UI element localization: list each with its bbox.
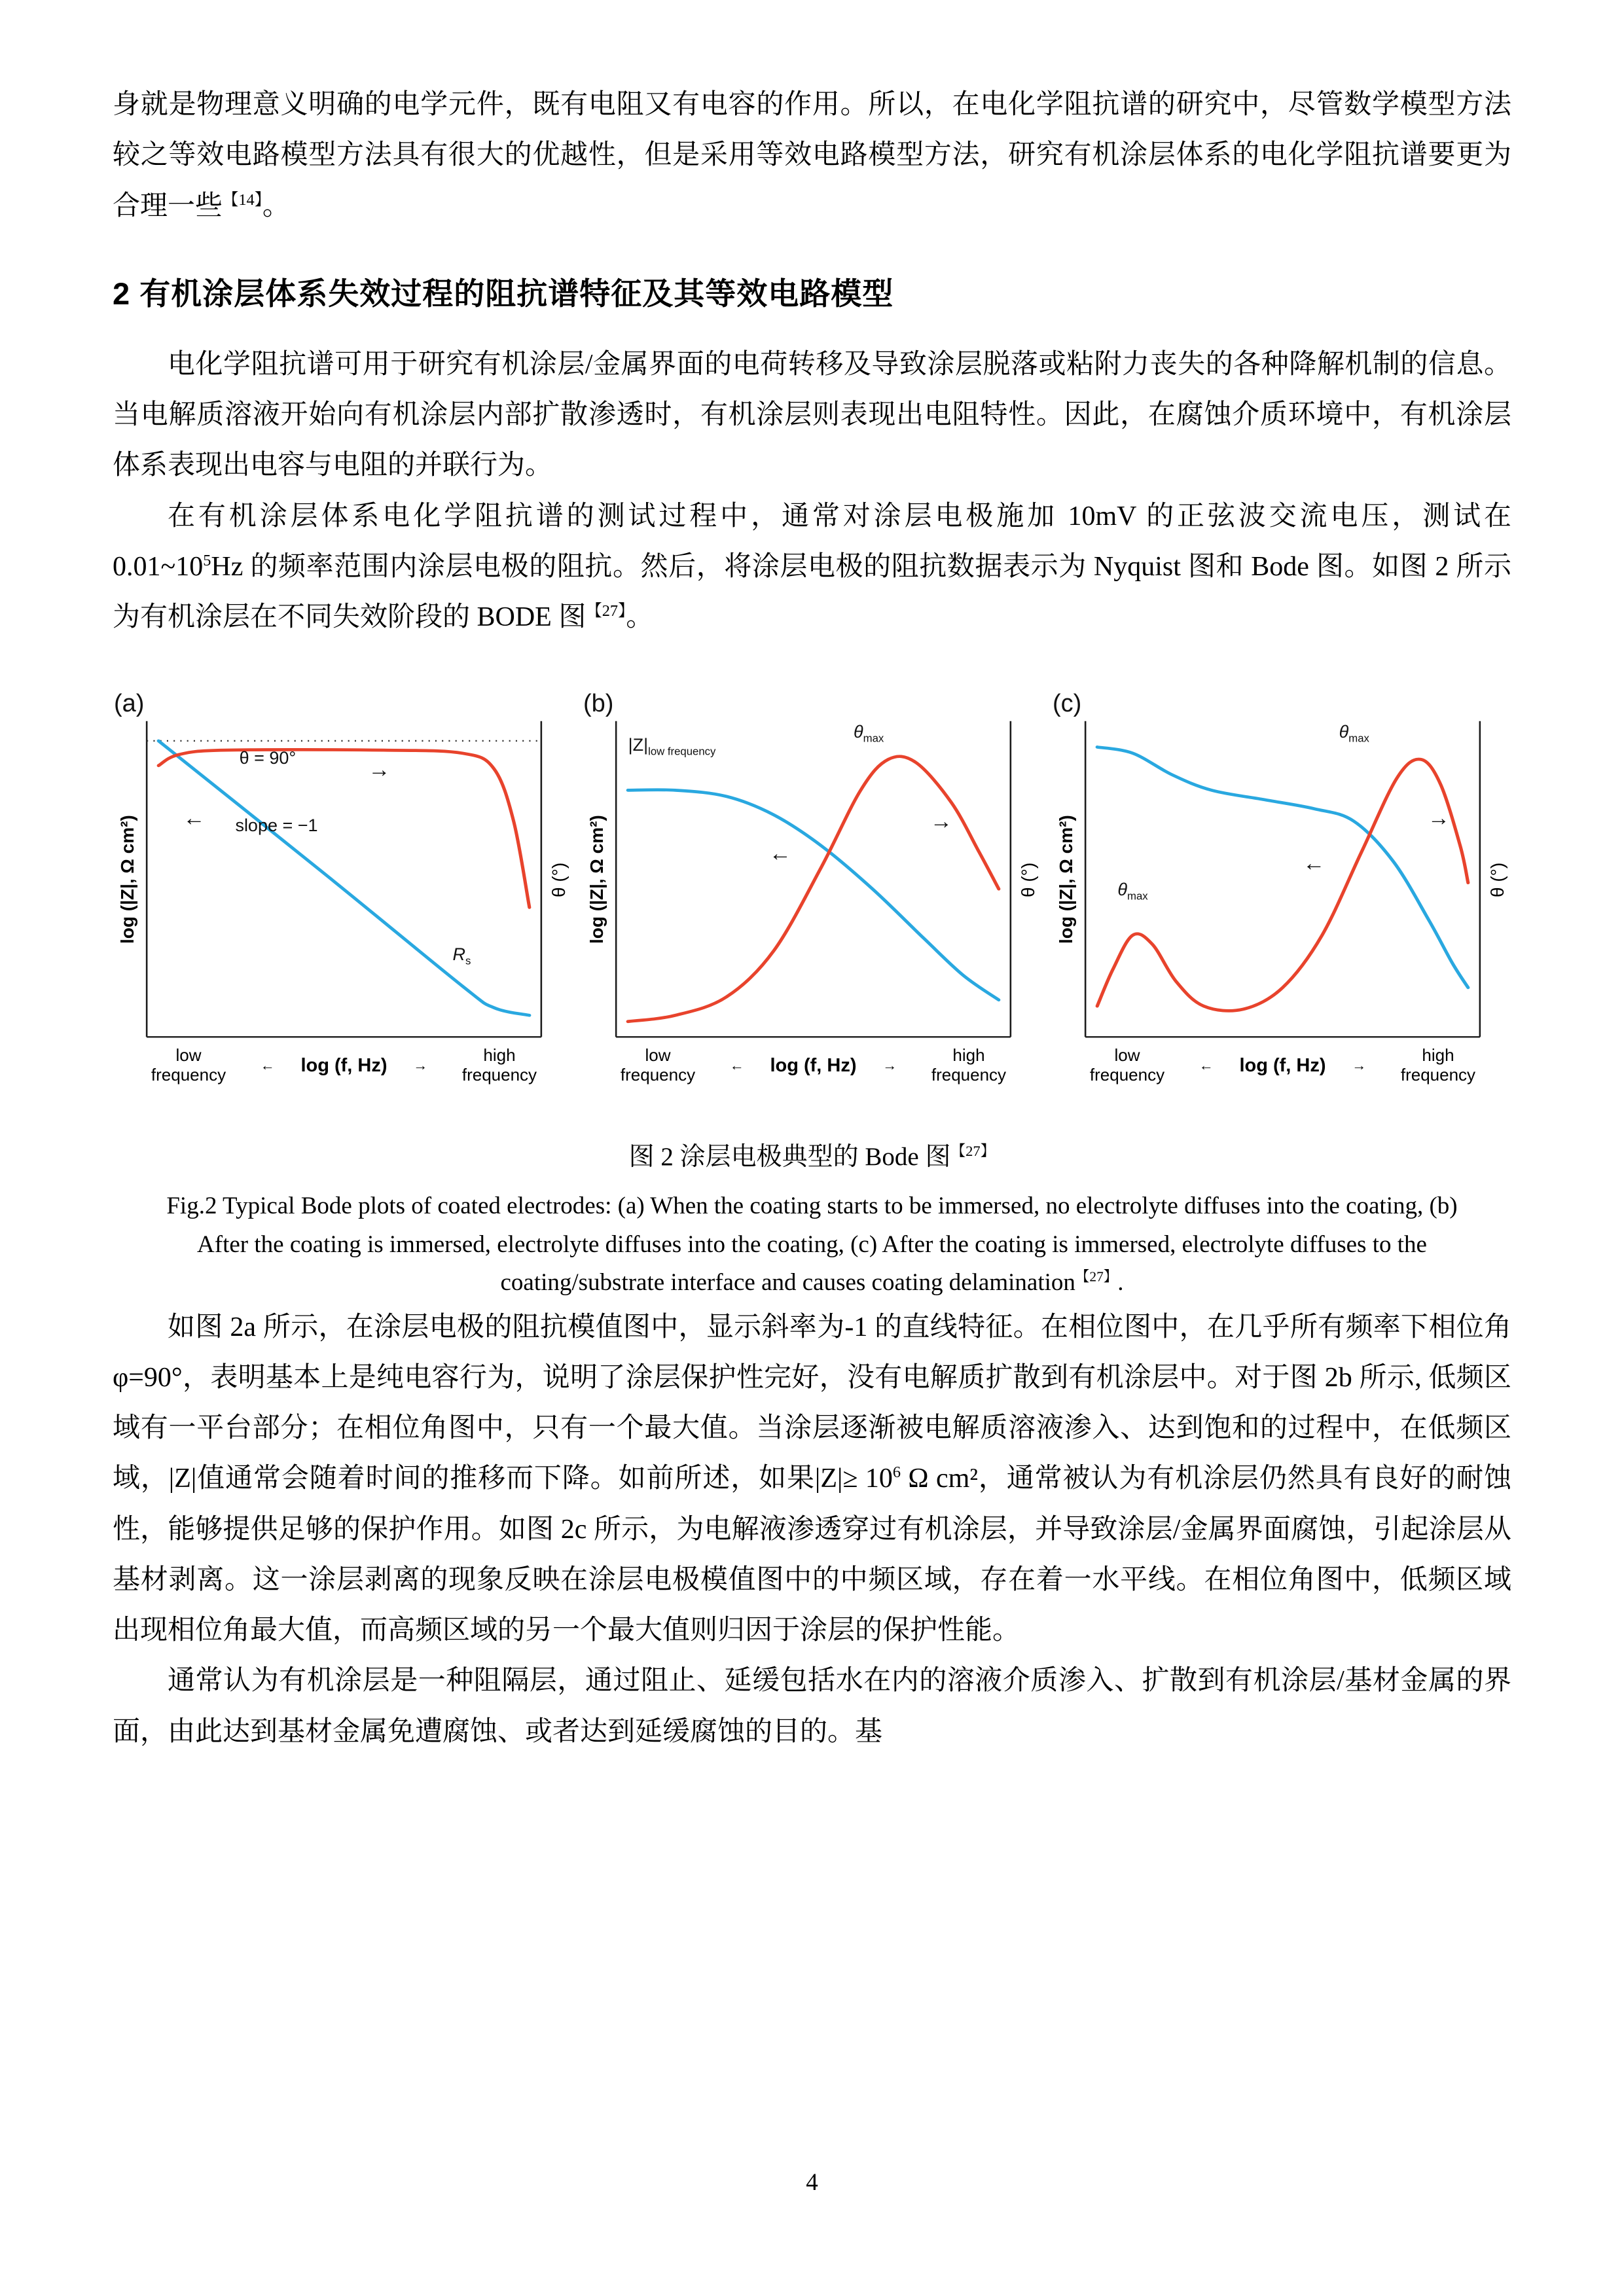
left-arrow-icon: ←	[1303, 851, 1326, 876]
plot-area-c	[1081, 719, 1484, 1041]
y-axis-label-right: θ (°)	[549, 862, 569, 897]
x-axis-row	[1051, 1046, 1511, 1085]
figure-2	[113, 690, 1511, 1085]
bode-panel-c	[1051, 690, 1511, 1085]
low-frequency-label: low frequency	[1089, 1045, 1165, 1085]
z-subscript: low frequency	[648, 745, 716, 758]
left-arrow-icon: ←	[1199, 1057, 1214, 1074]
x-axis-label: log (f, Hz)	[1239, 1054, 1326, 1076]
paragraph-continuation: 身就是物理意义明确的电学元件，既有电阻又有电容的作用。所以，在电化学阻抗谱的研究中，尽管数学模型方法较之等效电路模型方法具有很大的优越性，但是采用等效电路模型方法，研究有机涂层体系的电化学阻抗谱要更为合理一些$^{【14】}$。	[113, 90, 1511, 221]
right-arrow-icon: →	[1352, 1057, 1367, 1074]
paragraph: 在有机涂层体系电化学阻抗谱的测试过程中，通常对涂层电极施加 10mV 的正弦波交流电压，测试在 $0.01\sim 10^5Hz$ 的频率范围内涂层电极的阻抗。然后，将涂层电极的阻抗数据表示为 Nyquist 图和 Bode 图。如图 2 所示为有机涂层在不同失效阶段的 BODE 图$^{【27】}$。	[113, 501, 1511, 633]
y-axis-label-right: θ (°)	[1018, 862, 1038, 897]
theta-symbol: θ	[1339, 722, 1349, 742]
rs-symbol: R	[452, 944, 466, 964]
bode-plot-svg	[612, 719, 1015, 1041]
plot-area-a	[143, 719, 545, 1041]
paragraph: 电化学阻抗谱可用于研究有机涂层/金属界面的电荷转移及导致涂层脱落或粘附力丧失的各种降解机制的信息。当电解质溶液开始向有机涂层内部扩散渗透时，有机涂层则表现出电阻特性。因此，在腐蚀介质环境中，有机涂层体系表现出电容与电阻的并联行为。	[113, 349, 1511, 481]
left-arrow-icon: ←	[729, 1057, 744, 1074]
low-frequency-label: low frequency	[151, 1045, 226, 1085]
bode-panel-a	[113, 690, 573, 1085]
low-frequency-label: low frequency	[620, 1045, 696, 1085]
right-arrow-icon: →	[929, 809, 952, 834]
x-axis-label: log (f, Hz)	[300, 1054, 388, 1076]
theta-90-annotation: θ = 90°	[239, 747, 297, 768]
panel-label-a: (a)	[114, 690, 145, 718]
left-arrow-icon: ←	[260, 1057, 275, 1074]
panel-label-c: (c)	[1053, 690, 1082, 718]
y-axis-label-left: log (|Z|, Ω cm²)	[586, 816, 607, 944]
theta-symbol: θ	[1117, 880, 1127, 900]
rs-subscript: s	[465, 954, 471, 967]
y-axis-label-left: log (|Z|, Ω cm²)	[117, 816, 137, 944]
page-number: 4	[806, 2169, 818, 2196]
theta-max-high-annotation	[1339, 722, 1369, 745]
z-symbol: |Z|	[628, 734, 649, 755]
right-arrow-icon: →	[1427, 806, 1450, 831]
high-frequency-label: high frequency	[1400, 1045, 1476, 1085]
theta-max-annotation	[854, 722, 884, 745]
rs-annotation	[453, 944, 471, 967]
section-heading: 2 有机涂层体系失效过程的阻抗谱特征及其等效电路模型	[113, 276, 894, 311]
panel-label-b: (b)	[583, 690, 614, 718]
theta-subscript: max	[1127, 889, 1148, 903]
paragraph: 通常认为有机涂层是一种阻隔层，通过阻止、延缓包括水在内的溶液介质渗入、扩散到有机涂层/基材金属的界面，由此达到基材金属免遭腐蚀、或者达到延缓腐蚀的目的。基	[113, 1666, 1511, 1747]
z-low-frequency-annotation	[628, 735, 716, 758]
x-axis-row	[582, 1046, 1042, 1085]
figure-caption-en: Fig.2 Typical Bode plots of coated electrodes: (a) When the coating starts to be immersed, no electrolyte diffuses into the coating, (b) After the coating is immersed, electrolyte diffuses into the coating, (c) After the coating is immersed, electrolyte diffuses to the coating/substrate interface and causes coating delamination$^{【27】}$.	[166, 1193, 1458, 1297]
y-axis-label-left: log (|Z|, Ω cm²)	[1056, 816, 1076, 944]
right-arrow-icon: →	[882, 1057, 897, 1074]
bode-plot-svg	[143, 719, 545, 1041]
theta-max-low-annotation	[1117, 880, 1147, 903]
x-axis-row	[113, 1046, 573, 1085]
x-axis-label: log (f, Hz)	[770, 1054, 857, 1076]
plot-area-b	[612, 719, 1015, 1041]
theta-subscript: max	[1348, 732, 1369, 745]
y-axis-label-right: θ (°)	[1487, 862, 1507, 897]
paragraph: 如图 2a 所示，在涂层电极的阻抗模值图中，显示斜率为-1 的直线特征。在相位图中，在几乎所有频率下相位角 φ=90°，表明基本上是纯电容行为，说明了涂层保护性完好，没有电解质扩散到有机涂层中。对于图 2b 所示, 低频区域有一平台部分；在相位角图中，只有一个最大值。当涂层逐渐被电解质溶液渗入、达到饱和的过程中，在低频区域，|Z|值通常会随着时间的推移而下降。如前所述，如果$|Z|\ge 10^6$ Ω cm²，通常被认为有机涂层仍然具有良好的耐蚀性，能够提供足够的保护作用。如图 2c 所示，为电解液渗透穿过有机涂层，并导致涂层/金属界面腐蚀，引起涂层从基材剥离。这一涂层剥离的现象反映在涂层电极模值图中的中频区域，存在着一水平线。在相位角图中，低频区域出现相位角最大值，而高频区域的另一个最大值则归因于涂层的保护性能。	[113, 1312, 1511, 1646]
bode-panel-b	[582, 690, 1042, 1085]
left-arrow-icon: ←	[183, 806, 206, 831]
high-frequency-label: high frequency	[461, 1045, 537, 1085]
high-frequency-label: high frequency	[931, 1045, 1007, 1085]
left-arrow-icon: ←	[768, 841, 791, 867]
theta-subscript: max	[863, 732, 884, 745]
right-arrow-icon: →	[413, 1057, 428, 1074]
figure-caption-zh: 图 2 涂层电极典型的 Bode 图$^{【27】}$	[628, 1143, 996, 1172]
right-arrow-icon: →	[368, 757, 391, 783]
theta-symbol: θ	[854, 722, 863, 742]
slope-annotation: slope = −1	[235, 815, 318, 835]
